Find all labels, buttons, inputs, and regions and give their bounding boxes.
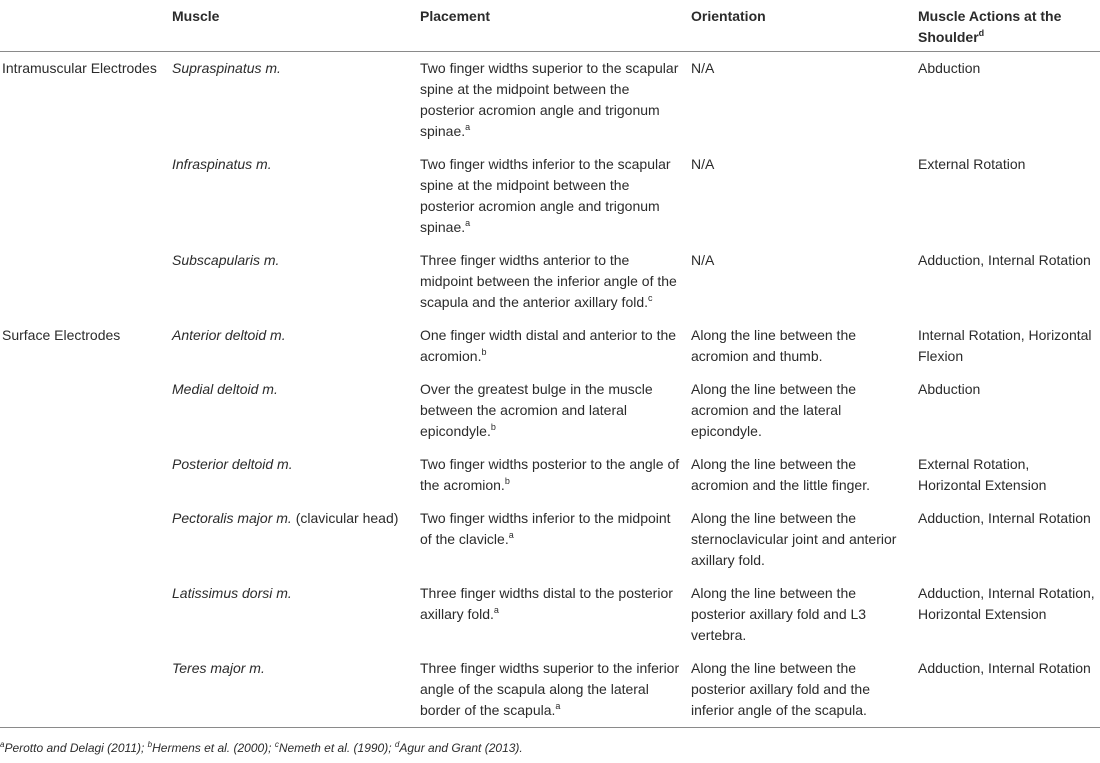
muscle-name: Medial deltoid m.: [172, 381, 278, 397]
row-muscle: [170, 148, 418, 244]
placement-footnote-mark: a: [493, 605, 499, 615]
group-label-text: Surface Electrodes: [2, 327, 121, 343]
table-row: [0, 373, 1100, 448]
muscle-name: Subscapularis m.: [172, 252, 280, 268]
row-placement: [418, 319, 689, 373]
row-orientation: [689, 52, 916, 149]
orientation-text: Along the line between the acromion and the little finger.: [691, 456, 870, 493]
row-placement: [418, 502, 689, 577]
row-muscle: [170, 244, 418, 319]
table-row: [0, 448, 1100, 502]
footnote-citation: Hermens et al. (2000);: [152, 741, 275, 755]
actions-text: External Rotation: [918, 156, 1026, 172]
muscle-name: Supraspinatus m.: [172, 60, 281, 76]
footnote-citation: Nemeth et al. (1990);: [278, 741, 395, 755]
row-placement: [418, 148, 689, 244]
placement-footnote-mark: b: [504, 476, 510, 486]
row-orientation: [689, 652, 916, 728]
footnote-mark: b: [147, 740, 153, 749]
header-placement: Placement: [418, 0, 689, 52]
placement-text: Over the greatest bulge in the muscle between the acromion and lateral epicondyle.: [420, 381, 653, 439]
placement-footnote-mark: a: [555, 701, 561, 711]
table-row: [0, 652, 1100, 728]
header-row: [0, 0, 1100, 52]
row-orientation: [689, 319, 916, 373]
row-muscle: [170, 577, 418, 652]
table-row: [0, 244, 1100, 319]
actions-text: Adduction, Internal Rotation: [918, 660, 1091, 676]
muscle-name-suffix: (clavicular head): [291, 510, 399, 526]
actions-text: External Rotation, Horizontal Extension: [918, 456, 1047, 493]
row-placement: [418, 577, 689, 652]
row-group-label: [0, 502, 170, 577]
row-group-label: [0, 577, 170, 652]
row-actions: [916, 319, 1100, 373]
row-orientation: [689, 502, 916, 577]
row-group-label: [0, 244, 170, 319]
row-actions: [916, 373, 1100, 448]
row-actions: [916, 148, 1100, 244]
placement-text: Three finger widths superior to the inferior angle of the scapula along the lateral border of the scapula.: [420, 660, 680, 718]
row-group-label: [0, 319, 170, 373]
muscle-name: Posterior deltoid m.: [172, 456, 293, 472]
row-orientation: [689, 373, 916, 448]
actions-text: Adduction, Internal Rotation: [918, 510, 1091, 526]
row-orientation: [689, 577, 916, 652]
table-row: [0, 577, 1100, 652]
orientation-text: Along the line between the acromion and thumb.: [691, 327, 857, 364]
muscle-name: Infraspinatus m.: [172, 156, 272, 172]
table-footnotes: [0, 741, 523, 755]
row-actions: [916, 448, 1100, 502]
orientation-text: Along the line between the sternoclavicular joint and anterior axillary fold.: [691, 510, 897, 568]
row-orientation: [689, 148, 916, 244]
actions-text: Internal Rotation, Horizontal Flexion: [918, 327, 1092, 364]
row-placement: [418, 373, 689, 448]
row-placement: [418, 448, 689, 502]
placement-text: Two finger widths superior to the scapular spine at the midpoint between the posterior acromion angle and trigonum spinae.: [420, 60, 679, 139]
orientation-text: N/A: [691, 60, 715, 76]
placement-footnote-mark: a: [508, 530, 514, 540]
placement-footnote-mark: a: [465, 122, 471, 132]
placement-text: Three finger widths distal to the posterior axillary fold.: [420, 585, 673, 622]
row-orientation: [689, 448, 916, 502]
row-actions: [916, 52, 1100, 149]
placement-text: Two finger widths posterior to the angle of the acromion.: [420, 456, 680, 493]
muscle-name: Latissimus dorsi m.: [172, 585, 292, 601]
table-row: [0, 319, 1100, 373]
muscle-name: Pectoralis major m.: [172, 510, 292, 526]
row-orientation: [689, 244, 916, 319]
row-group-label: [0, 52, 170, 149]
muscle-name: Teres major m.: [172, 660, 265, 676]
placement-footnote-mark: b: [490, 422, 496, 432]
placement-text: One finger width distal and anterior to the acromion.: [420, 327, 677, 364]
placement-text: Three finger widths anterior to the midpoint between the inferior angle of the scapula and the anterior axillary fold.: [420, 252, 677, 310]
actions-text: Adduction, Internal Rotation, Horizontal Extension: [918, 585, 1095, 622]
row-placement: [418, 652, 689, 728]
row-placement: [418, 244, 689, 319]
table-header: [0, 0, 1100, 52]
placement-footnote-mark: b: [481, 347, 487, 357]
orientation-text: N/A: [691, 252, 715, 268]
row-actions: [916, 502, 1100, 577]
footnote-mark: c: [274, 740, 279, 749]
header-orientation: Orientation: [689, 0, 916, 52]
header-group: [0, 0, 170, 52]
row-group-label: [0, 448, 170, 502]
table-row: [0, 502, 1100, 577]
row-actions: [916, 577, 1100, 652]
placement-footnote-mark: a: [465, 218, 471, 228]
row-group-label: [0, 652, 170, 728]
row-placement: [418, 52, 689, 149]
actions-text: Abduction: [918, 60, 981, 76]
actions-text: Adduction, Internal Rotation: [918, 252, 1091, 268]
footnote-citation: Perotto and Delagi (2011);: [4, 741, 148, 755]
row-group-label: [0, 373, 170, 448]
placement-text: Two finger widths inferior to the midpoint of the clavicle.: [420, 510, 671, 547]
header-muscle: Muscle: [170, 0, 418, 52]
header-actions-label: Muscle Actions at the Shoulder: [918, 8, 1062, 45]
table-body: [0, 52, 1100, 728]
row-muscle: [170, 373, 418, 448]
table-row: [0, 148, 1100, 244]
actions-text: Abduction: [918, 381, 981, 397]
row-actions: [916, 244, 1100, 319]
row-actions: [916, 652, 1100, 728]
row-muscle: [170, 448, 418, 502]
header-actions-footnote-mark: d: [978, 28, 985, 38]
orientation-text: Along the line between the acromion and the lateral epicondyle.: [691, 381, 857, 439]
row-muscle: [170, 319, 418, 373]
footnote-citation: Agur and Grant (2013).: [399, 741, 523, 755]
orientation-text: Along the line between the posterior axillary fold and the inferior angle of the scapula.: [691, 660, 870, 718]
header-actions: [916, 0, 1100, 52]
footnote-mark: a: [0, 740, 5, 749]
group-label-text: Intramuscular Electrodes: [2, 60, 157, 76]
row-group-label: [0, 148, 170, 244]
footnote-mark: d: [394, 740, 400, 749]
row-muscle: [170, 52, 418, 149]
table-row: [0, 52, 1100, 149]
muscle-name: Anterior deltoid m.: [172, 327, 286, 343]
placement-footnote-mark: c: [648, 293, 653, 303]
row-muscle: [170, 502, 418, 577]
row-muscle: [170, 652, 418, 728]
orientation-text: N/A: [691, 156, 715, 172]
orientation-text: Along the line between the posterior axillary fold and L3 vertebra.: [691, 585, 867, 643]
placement-text: Two finger widths inferior to the scapular spine at the midpoint between the posterior acromion angle and trigonum spinae.: [420, 156, 671, 235]
